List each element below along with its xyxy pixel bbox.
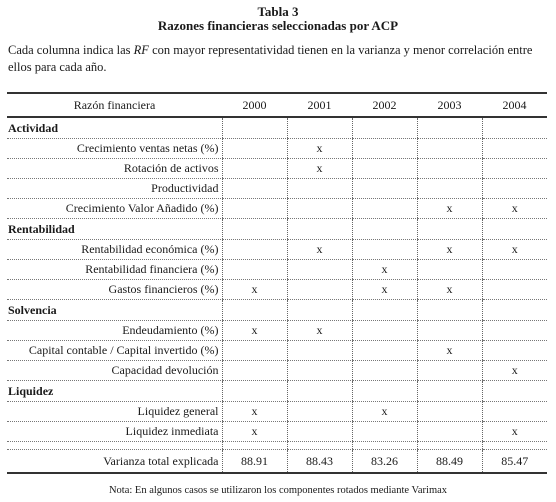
selection-mark [417, 321, 482, 341]
variance-row [7, 450, 547, 474]
table-row [7, 199, 547, 219]
selection-mark [352, 159, 417, 179]
category-cell [287, 117, 352, 139]
selection-mark [417, 422, 482, 442]
category-cell [417, 381, 482, 402]
selection-mark [417, 361, 482, 381]
table-row [7, 280, 547, 300]
category-cell [222, 300, 287, 321]
category-cell [482, 300, 547, 321]
selection-mark [222, 361, 287, 381]
category-cell [482, 381, 547, 402]
spacer-cell [7, 442, 222, 450]
category-cell [417, 219, 482, 240]
ratio-label: Endeudamiento (%) [7, 321, 222, 341]
caption-text-1: Cada columna indica las [8, 43, 134, 57]
selection-mark [482, 159, 547, 179]
category-cell [417, 117, 482, 139]
table-row [7, 321, 547, 341]
selection-mark [352, 422, 417, 442]
category-cell [222, 117, 287, 139]
spacer-cell [482, 442, 547, 450]
table-note: Nota: En algunos casos se utilizaron los componentes rotados mediante Varimax [108, 485, 448, 496]
selection-mark: x [222, 321, 287, 341]
caption-italic-rf: RF [133, 43, 149, 57]
ratio-label: Rentabilidad económica (%) [7, 240, 222, 260]
selection-mark: x [352, 280, 417, 300]
selection-mark: x [222, 422, 287, 442]
selection-mark: x [482, 199, 547, 219]
table-row [7, 260, 547, 280]
table-row [7, 240, 547, 260]
selection-mark: x [417, 240, 482, 260]
selection-mark: x [417, 341, 482, 361]
category-cell [417, 300, 482, 321]
ratio-label: Rotación de activos [7, 159, 222, 179]
category-cell [352, 117, 417, 139]
selection-mark [482, 139, 547, 159]
selection-mark [222, 341, 287, 361]
category-cell [352, 381, 417, 402]
spacer-cell [222, 442, 287, 450]
financial-ratios-table [7, 92, 547, 474]
selection-mark [352, 179, 417, 199]
category-label: Rentabilidad [7, 219, 222, 240]
selection-mark [222, 199, 287, 219]
selection-mark [482, 260, 547, 280]
category-row [7, 117, 547, 139]
variance-label: Varianza total explicada [7, 450, 222, 474]
selection-mark: x [482, 422, 547, 442]
selection-mark [352, 341, 417, 361]
variance-value: 85.47 [482, 450, 547, 474]
selection-mark [287, 422, 352, 442]
selection-mark: x [287, 139, 352, 159]
selection-mark [352, 321, 417, 341]
table-row [7, 139, 547, 159]
selection-mark: x [352, 260, 417, 280]
selection-mark: x [287, 159, 352, 179]
selection-mark [482, 402, 547, 422]
header-year: 2000 [222, 93, 287, 117]
selection-mark [222, 139, 287, 159]
category-cell [482, 219, 547, 240]
selection-mark [352, 361, 417, 381]
category-row [7, 219, 547, 240]
selection-mark [352, 139, 417, 159]
selection-mark [417, 402, 482, 422]
category-row [7, 300, 547, 321]
selection-mark [222, 240, 287, 260]
selection-mark: x [287, 240, 352, 260]
selection-mark: x [482, 361, 547, 381]
selection-mark [287, 280, 352, 300]
selection-mark [417, 139, 482, 159]
table-row [7, 422, 547, 442]
header-year: 2002 [352, 93, 417, 117]
selection-mark [222, 159, 287, 179]
selection-mark [352, 240, 417, 260]
spacer-cell [417, 442, 482, 450]
category-cell [352, 219, 417, 240]
table-row [7, 159, 547, 179]
variance-value: 88.43 [287, 450, 352, 474]
selection-mark [417, 159, 482, 179]
ratio-label: Liquidez inmediata [7, 422, 222, 442]
selection-mark: x [482, 240, 547, 260]
table-body [7, 117, 547, 473]
table-row [7, 402, 547, 422]
selection-mark [417, 260, 482, 280]
selection-mark: x [352, 402, 417, 422]
variance-value: 88.49 [417, 450, 482, 474]
category-cell [287, 381, 352, 402]
selection-mark: x [417, 280, 482, 300]
selection-mark [287, 199, 352, 219]
selection-mark [287, 179, 352, 199]
ratio-label: Productividad [7, 179, 222, 199]
table-number: Tabla 3 [257, 4, 299, 19]
header-year: 2004 [482, 93, 547, 117]
caption-text-2: con mayor representatividad tienen en la varianza y menor correlación entre ellos para cada año. [8, 43, 533, 74]
spacer-cell [287, 442, 352, 450]
category-cell [287, 300, 352, 321]
header-year: 2003 [417, 93, 482, 117]
variance-value: 88.91 [222, 450, 287, 474]
ratio-label: Gastos financieros (%) [7, 280, 222, 300]
ratio-label: Crecimiento ventas netas (%) [7, 139, 222, 159]
selection-mark [222, 179, 287, 199]
table-header-row [7, 93, 547, 117]
ratio-label: Rentabilidad financiera (%) [7, 260, 222, 280]
ratio-label: Crecimiento Valor Añadido (%) [7, 199, 222, 219]
spacer-cell [352, 442, 417, 450]
category-cell [352, 300, 417, 321]
selection-mark [482, 179, 547, 199]
selection-mark [482, 321, 547, 341]
selection-mark [287, 402, 352, 422]
selection-mark [287, 260, 352, 280]
spacer-row [7, 442, 547, 450]
table-caption [8, 42, 553, 76]
category-label: Actividad [7, 117, 222, 139]
table-row [7, 179, 547, 199]
category-row [7, 381, 547, 402]
selection-mark [352, 199, 417, 219]
selection-mark: x [287, 321, 352, 341]
selection-mark: x [222, 280, 287, 300]
table-row [7, 341, 547, 361]
header-label: Razón financiera [7, 93, 222, 117]
category-cell [287, 219, 352, 240]
selection-mark [287, 341, 352, 361]
category-label: Solvencia [7, 300, 222, 321]
selection-mark [482, 341, 547, 361]
selection-mark [482, 280, 547, 300]
selection-mark [287, 361, 352, 381]
category-cell [482, 117, 547, 139]
selection-mark [417, 179, 482, 199]
category-label: Liquidez [7, 381, 222, 402]
ratio-label: Capital contable / Capital invertido (%) [7, 341, 222, 361]
selection-mark: x [222, 402, 287, 422]
table-row [7, 361, 547, 381]
selection-mark [222, 260, 287, 280]
variance-value: 83.26 [352, 450, 417, 474]
category-cell [222, 219, 287, 240]
ratio-label: Capacidad devolución [7, 361, 222, 381]
header-year: 2001 [287, 93, 352, 117]
table-title: Razones financieras seleccionadas por ACP [157, 18, 399, 33]
category-cell [222, 381, 287, 402]
ratio-label: Liquidez general [7, 402, 222, 422]
selection-mark: x [417, 199, 482, 219]
